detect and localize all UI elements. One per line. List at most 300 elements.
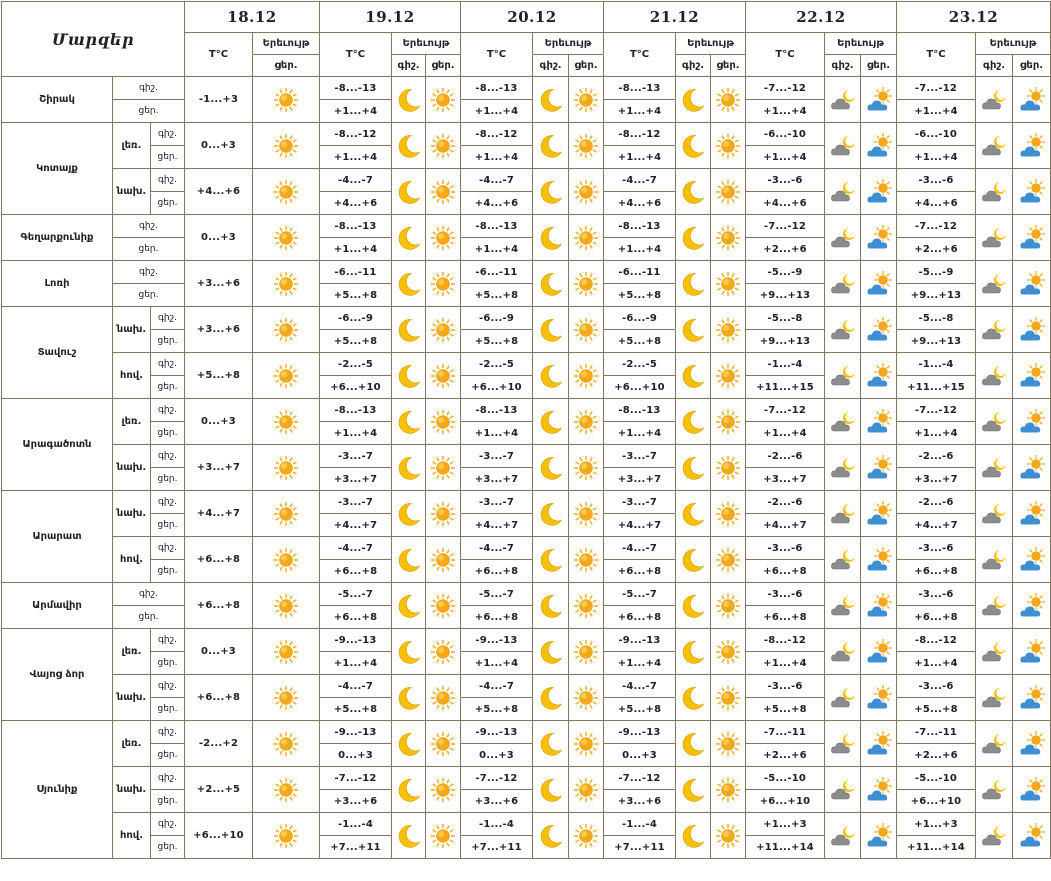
day-temp: +2...+6 xyxy=(746,238,825,261)
moon-icon xyxy=(396,317,422,343)
day-temp: 0...+3 xyxy=(604,744,676,767)
moon-icon xyxy=(396,409,422,435)
sun-icon xyxy=(715,639,741,665)
table-row xyxy=(2,169,1051,192)
day-temp: +5...+8 xyxy=(604,330,676,353)
day-temp: +5...+8 xyxy=(746,698,825,721)
sun-icon xyxy=(273,501,299,527)
sun-icon xyxy=(273,777,299,803)
night-temp: -5...-7 xyxy=(604,583,676,606)
night-temp: -5...-8 xyxy=(746,307,825,330)
weather-cell xyxy=(976,445,1013,491)
moon-icon xyxy=(680,639,706,665)
night-label: գիշ. xyxy=(151,675,185,698)
sun-icon xyxy=(573,639,599,665)
moon-icon xyxy=(396,179,422,205)
day-temp: +6...+10 xyxy=(604,376,676,399)
cloud-moon-icon xyxy=(981,179,1007,205)
sun-icon xyxy=(715,317,741,343)
night-temp: -3...-6 xyxy=(897,169,976,192)
weather-cell xyxy=(861,445,897,491)
subregion-name: լեռ. xyxy=(113,721,151,767)
weather-cell xyxy=(976,629,1013,675)
weather-cell xyxy=(825,629,861,675)
weather-cell xyxy=(861,491,897,537)
night-temp: -1...-4 xyxy=(897,353,976,376)
day-temp: +1...+4 xyxy=(320,652,392,675)
sun-icon xyxy=(715,271,741,297)
weather-cell xyxy=(569,307,604,353)
weather-cell xyxy=(976,307,1013,353)
weather-cell xyxy=(676,537,711,583)
sun-icon xyxy=(573,547,599,573)
weather-cell xyxy=(253,77,320,123)
cloud-sun-icon xyxy=(866,593,892,619)
subregion-name: լեռ. xyxy=(113,123,151,169)
night-temp: -8...-13 xyxy=(320,215,392,238)
subregion-name: լեռ. xyxy=(113,399,151,445)
sun-icon xyxy=(273,823,299,849)
weather-cell xyxy=(426,123,461,169)
sun-icon xyxy=(430,455,456,481)
cloud-sun-icon xyxy=(866,133,892,159)
sun-icon xyxy=(430,685,456,711)
cloud-sun-icon xyxy=(1019,133,1045,159)
sun-icon xyxy=(430,409,456,435)
weather-cell xyxy=(825,353,861,399)
night-temp: -6...-9 xyxy=(320,307,392,330)
weather-cell xyxy=(253,629,320,675)
day-temp: +5...+8 xyxy=(320,698,392,721)
table-row xyxy=(2,261,1051,284)
day-temp: +4...+6 xyxy=(185,169,253,215)
cloud-moon-icon xyxy=(830,455,856,481)
weather-cell xyxy=(426,491,461,537)
day-temp: +3...+6 xyxy=(320,790,392,813)
night-temp: -8...-13 xyxy=(604,77,676,100)
sun-icon xyxy=(715,823,741,849)
cloud-sun-icon xyxy=(1019,731,1045,757)
day-temp: +1...+4 xyxy=(461,422,533,445)
weather-cell xyxy=(569,767,604,813)
cloud-sun-icon xyxy=(1019,179,1045,205)
weather-cell xyxy=(426,353,461,399)
day-label: ցեր. xyxy=(151,468,185,491)
night-temp: -3...-6 xyxy=(746,583,825,606)
sun-icon xyxy=(715,179,741,205)
moon-icon xyxy=(680,501,706,527)
night-temp: -8...-12 xyxy=(897,629,976,652)
cloud-sun-icon xyxy=(1019,777,1045,803)
weather-cell xyxy=(676,123,711,169)
region-name: Արագածոտն xyxy=(2,399,113,491)
night-temp: -5...-10 xyxy=(897,767,976,790)
weather-cell xyxy=(426,675,461,721)
moon-icon xyxy=(396,777,422,803)
weather-cell xyxy=(1013,399,1051,445)
sun-icon xyxy=(715,777,741,803)
moon-icon xyxy=(680,731,706,757)
weather-cell xyxy=(676,307,711,353)
weather-cell xyxy=(711,123,746,169)
sun-icon xyxy=(273,87,299,113)
weather-cell xyxy=(711,583,746,629)
night-temp: -2...-5 xyxy=(320,353,392,376)
weather-cell xyxy=(711,353,746,399)
sun-icon xyxy=(430,363,456,389)
weather-cell xyxy=(533,537,569,583)
day-temp: +3...+6 xyxy=(185,261,253,307)
moon-icon xyxy=(538,225,564,251)
cloud-sun-icon xyxy=(866,731,892,757)
weather-cell xyxy=(711,307,746,353)
moon-icon xyxy=(396,271,422,297)
sun-icon xyxy=(273,455,299,481)
weather-cell xyxy=(253,537,320,583)
day-temp: +1...+4 xyxy=(604,238,676,261)
weather-cell xyxy=(253,261,320,307)
day-temp: +2...+5 xyxy=(185,767,253,813)
sun-icon xyxy=(715,593,741,619)
weather-cell xyxy=(861,629,897,675)
day-temp: +4...+6 xyxy=(604,192,676,215)
cloud-sun-icon xyxy=(1019,363,1045,389)
day-temp: 0...+3 xyxy=(185,215,253,261)
day-temp: +3...+7 xyxy=(461,468,533,491)
weather-cell xyxy=(253,767,320,813)
moon-icon xyxy=(680,547,706,573)
weather-cell xyxy=(825,491,861,537)
weather-cell xyxy=(861,307,897,353)
weather-cell xyxy=(825,261,861,307)
night-temp: -8...-13 xyxy=(604,215,676,238)
day-temp: +1...+4 xyxy=(320,238,392,261)
night-temp: -5...-9 xyxy=(897,261,976,284)
sun-icon xyxy=(273,225,299,251)
table-row xyxy=(2,445,1051,468)
sun-icon xyxy=(715,547,741,573)
sun-icon xyxy=(273,685,299,711)
weather-cell xyxy=(569,629,604,675)
night-temp: -6...-11 xyxy=(320,261,392,284)
cloud-moon-icon xyxy=(830,593,856,619)
day-temp: +1...+4 xyxy=(897,146,976,169)
day-temp: +6...+10 xyxy=(746,790,825,813)
moon-icon xyxy=(680,179,706,205)
sun-icon xyxy=(430,731,456,757)
sun-icon xyxy=(273,639,299,665)
weather-cell xyxy=(569,537,604,583)
day-temp: +6...+10 xyxy=(461,376,533,399)
day-temp: +5...+8 xyxy=(604,698,676,721)
night-temp: -2...-6 xyxy=(897,491,976,514)
table-row xyxy=(2,675,1051,698)
night-temp: -3...-6 xyxy=(746,537,825,560)
weather-cell xyxy=(569,77,604,123)
day-temp: +5...+8 xyxy=(604,284,676,307)
cloud-sun-icon xyxy=(866,685,892,711)
subregion-name: նախ. xyxy=(113,445,151,491)
cloud-moon-icon xyxy=(830,823,856,849)
sun-icon xyxy=(573,363,599,389)
sun-icon xyxy=(430,547,456,573)
weather-cell xyxy=(976,353,1013,399)
weather-cell xyxy=(825,215,861,261)
weather-cell xyxy=(1013,583,1051,629)
region-name: Լոռի xyxy=(2,261,113,307)
cloud-sun-icon xyxy=(1019,409,1045,435)
cloud-moon-icon xyxy=(830,409,856,435)
cloud-moon-icon xyxy=(830,639,856,665)
cloud-sun-icon xyxy=(866,317,892,343)
night-temp: -4...-7 xyxy=(604,675,676,698)
night-temp: -3...-7 xyxy=(461,491,533,514)
weather-cell xyxy=(392,813,426,859)
weather-cell xyxy=(676,353,711,399)
cloud-sun-icon xyxy=(866,639,892,665)
cloud-sun-icon xyxy=(1019,501,1045,527)
weather-cell xyxy=(533,767,569,813)
weather-cell xyxy=(861,123,897,169)
night-temp: -1...-4 xyxy=(746,353,825,376)
weather-cell xyxy=(825,77,861,123)
day-label: ցեր. xyxy=(151,422,185,445)
night-temp: -3...-7 xyxy=(320,491,392,514)
day-temp: +3...+7 xyxy=(897,468,976,491)
moon-icon xyxy=(396,501,422,527)
night-temp: -9...-13 xyxy=(461,721,533,744)
night-temp: -1...-4 xyxy=(461,813,533,836)
weather-cell xyxy=(533,261,569,307)
day-temp: 0...+3 xyxy=(185,399,253,445)
weather-cell xyxy=(253,491,320,537)
temp-header: T°C xyxy=(185,33,253,77)
sun-icon xyxy=(573,455,599,481)
day-temp: +6...+8 xyxy=(897,606,976,629)
cloud-moon-icon xyxy=(830,133,856,159)
moon-icon xyxy=(396,363,422,389)
weather-cell xyxy=(1013,77,1051,123)
night-temp: -8...-12 xyxy=(746,629,825,652)
moon-icon xyxy=(396,455,422,481)
moon-icon xyxy=(538,823,564,849)
day-temp: +6...+8 xyxy=(320,606,392,629)
night-temp: -3...-7 xyxy=(604,491,676,514)
night-label: գիշ. xyxy=(151,123,185,146)
region-name: Արմավիր xyxy=(2,583,113,629)
weather-cell xyxy=(711,675,746,721)
weather-cell xyxy=(825,169,861,215)
cloud-moon-icon xyxy=(830,225,856,251)
weather-cell xyxy=(676,491,711,537)
weather-cell xyxy=(1013,215,1051,261)
day-header: ցեր. xyxy=(569,55,604,77)
night-label: գիշ. xyxy=(151,169,185,192)
day-temp: +3...+7 xyxy=(604,468,676,491)
night-temp: -3...-6 xyxy=(897,537,976,560)
day-temp: +6...+8 xyxy=(461,560,533,583)
weather-cell xyxy=(533,353,569,399)
day-temp: +9...+13 xyxy=(897,284,976,307)
sun-icon xyxy=(273,179,299,205)
weather-cell xyxy=(861,169,897,215)
weather-cell xyxy=(426,721,461,767)
moon-icon xyxy=(538,777,564,803)
sun-icon xyxy=(430,823,456,849)
night-temp: -3...-6 xyxy=(746,675,825,698)
weather-cell xyxy=(533,491,569,537)
weather-cell xyxy=(676,215,711,261)
moon-icon xyxy=(680,409,706,435)
weather-cell xyxy=(533,583,569,629)
night-temp: -6...-10 xyxy=(897,123,976,146)
night-label: գիշ. xyxy=(151,629,185,652)
region-name: Կոտայք xyxy=(2,123,113,215)
night-temp: -7...-12 xyxy=(897,215,976,238)
sun-icon xyxy=(573,179,599,205)
night-temp: -9...-13 xyxy=(604,721,676,744)
cloud-sun-icon xyxy=(1019,317,1045,343)
day-label: ցեր. xyxy=(113,606,185,629)
moon-icon xyxy=(538,639,564,665)
weather-cell xyxy=(825,537,861,583)
weather-cell xyxy=(1013,261,1051,307)
day-temp: +5...+8 xyxy=(185,353,253,399)
cloud-sun-icon xyxy=(1019,593,1045,619)
sun-icon xyxy=(573,777,599,803)
sun-icon xyxy=(430,271,456,297)
moon-icon xyxy=(538,317,564,343)
night-temp: -4...-7 xyxy=(320,169,392,192)
day-label: ցեր. xyxy=(113,284,185,307)
day-temp: +3...+7 xyxy=(746,468,825,491)
night-header: գիշ. xyxy=(533,55,569,77)
sun-icon xyxy=(715,133,741,159)
moon-icon xyxy=(396,133,422,159)
moon-icon xyxy=(538,455,564,481)
weather-cell xyxy=(976,583,1013,629)
weather-cell xyxy=(861,813,897,859)
day-label: ցեր. xyxy=(113,100,185,123)
day-temp: +6...+8 xyxy=(320,560,392,583)
cloud-moon-icon xyxy=(981,731,1007,757)
weather-cell xyxy=(569,353,604,399)
weather-cell xyxy=(861,77,897,123)
day-header: ցեր. xyxy=(1013,55,1051,77)
weather-cell xyxy=(569,491,604,537)
weather-cell xyxy=(861,399,897,445)
table-row xyxy=(2,537,1051,560)
night-temp: +1...+3 xyxy=(897,813,976,836)
moon-icon xyxy=(396,639,422,665)
date-header: 22.12 xyxy=(746,2,897,33)
weather-cell xyxy=(711,537,746,583)
cloud-moon-icon xyxy=(830,317,856,343)
cloud-sun-icon xyxy=(866,225,892,251)
weather-cell xyxy=(392,629,426,675)
phen-header: Երեւույթ xyxy=(676,33,746,55)
weather-cell xyxy=(392,307,426,353)
weather-cell xyxy=(861,261,897,307)
subregion-name: նախ. xyxy=(113,307,151,353)
moon-icon xyxy=(396,225,422,251)
day-label: ցեր. xyxy=(151,514,185,537)
weather-cell xyxy=(569,169,604,215)
phen-header: Երեւույթ xyxy=(976,33,1051,55)
night-temp: -7...-12 xyxy=(746,77,825,100)
night-label: գիշ. xyxy=(113,583,185,606)
moon-icon xyxy=(680,87,706,113)
night-label: գիշ. xyxy=(151,307,185,330)
day-label: ցեր. xyxy=(151,790,185,813)
weather-cell xyxy=(676,629,711,675)
day-header: ցեր. xyxy=(861,55,897,77)
weather-cell xyxy=(711,813,746,859)
day-temp: +1...+4 xyxy=(746,652,825,675)
night-temp: -7...-11 xyxy=(746,721,825,744)
sun-icon xyxy=(430,133,456,159)
cloud-moon-icon xyxy=(981,455,1007,481)
night-temp: -2...-6 xyxy=(897,445,976,468)
cloud-moon-icon xyxy=(981,271,1007,297)
sun-icon xyxy=(573,225,599,251)
day-temp: +7...+11 xyxy=(461,836,533,859)
weather-cell xyxy=(825,445,861,491)
sun-icon xyxy=(273,133,299,159)
weather-cell xyxy=(426,537,461,583)
weather-cell xyxy=(426,169,461,215)
night-header: գիշ. xyxy=(825,55,861,77)
night-label: գիշ. xyxy=(113,77,185,100)
weather-cell xyxy=(569,261,604,307)
sun-icon xyxy=(273,547,299,573)
night-temp: -4...-7 xyxy=(461,537,533,560)
night-temp: -6...-11 xyxy=(604,261,676,284)
night-temp: -7...-12 xyxy=(746,215,825,238)
weather-cell xyxy=(392,399,426,445)
weather-cell xyxy=(569,399,604,445)
weather-cell xyxy=(711,77,746,123)
cloud-moon-icon xyxy=(981,547,1007,573)
day-temp: +4...+7 xyxy=(320,514,392,537)
day-temp: +1...+4 xyxy=(604,100,676,123)
moon-icon xyxy=(538,87,564,113)
night-temp: -4...-7 xyxy=(320,675,392,698)
day-temp: +1...+4 xyxy=(461,146,533,169)
night-temp: -9...-13 xyxy=(461,629,533,652)
forecast-table xyxy=(1,1,1051,859)
subregion-name: նախ. xyxy=(113,169,151,215)
regions-header xyxy=(2,2,185,77)
day-temp: +1...+4 xyxy=(461,100,533,123)
night-temp: -3...-7 xyxy=(320,445,392,468)
moon-icon xyxy=(680,823,706,849)
day-temp: +6...+10 xyxy=(185,813,253,859)
sun-icon xyxy=(273,731,299,757)
day-label: ցեր. xyxy=(151,698,185,721)
weather-cell xyxy=(861,767,897,813)
weather-cell xyxy=(976,261,1013,307)
sun-icon xyxy=(715,409,741,435)
weather-cell xyxy=(825,123,861,169)
sun-icon xyxy=(715,225,741,251)
moon-icon xyxy=(538,133,564,159)
moon-icon xyxy=(680,593,706,619)
day-temp: 0...+3 xyxy=(461,744,533,767)
weather-cell xyxy=(676,583,711,629)
weather-cell xyxy=(1013,813,1051,859)
date-header: 20.12 xyxy=(461,2,604,33)
